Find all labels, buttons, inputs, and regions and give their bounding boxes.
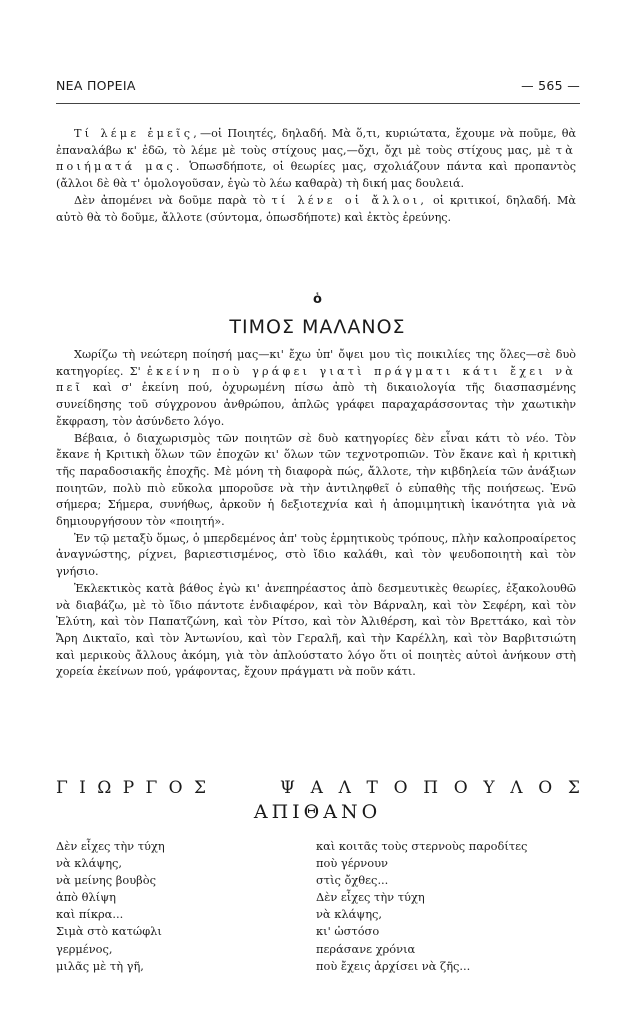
text-run: καὶ σ' ἐκείνη πού, ὀχυρωμένη πίσω ἀπὸ τὴ δικαιολογία τῆς διασπασμένης συνείδησης τοῦ σύγχρονου ἀνθρώπου, ἁπλῶς γράφει παραχαράσσοντας τὴν χαωτικὴν ἔκφραση, τὸν ἀσύνδετο λόγο. [56, 381, 576, 428]
spaced-phrase: ἐκείνη ποὺ γράφει γιατὶ πράγματι κάτι ἔχει νὰ πεῖ [56, 364, 576, 395]
intro-paragraph-1 [56, 126, 576, 193]
malanos-paragraph-2: Βέβαια, ὁ διαχωρισμὸς τῶν ποιητῶν σὲ δυὸ κατηγορίες δὲν εἶναι κάτι τὸ νέο. Τὸν ἔκανε ἡ Κριτικὴ ὅλων τῶν ἐποχῶν κι' ὅλων τῶν τεχνοτροπιῶν. Τὸν ἔκανε καὶ ἡ κριτικὴ τῆς παραδοσιακῆς ἐποχῆς. Μὲ μόνη τὴ διαφορὰ πώς, ἄλλοτε, τὴν κιβδηλεία τῶν ἀνάξιων ποιητῶν, πολὺ πιὸ εὔκολα μποροῦσε νὰ τὴν ἀντιληφθεῖ ὁ εὐπαθὴς τῆς ποιήσεως. Ἐνῶ σήμερα; Σήμερα, συνήθως, ἀρκοῦν ἡ δεξιοτεχνία καὶ ἡ ἀπομιμητικὴ ἱκανότητα γιὰ νὰ δημιουργήσουν τὸν «ποιητή». [56, 431, 576, 529]
poem-line: νὰ κλάψης, [56, 856, 123, 871]
poem-line: ποὺ ἔχεις ἀρχίσει νὰ ζῆς... [316, 958, 471, 973]
author-last-name [280, 778, 580, 798]
text-run: Δὲν ἀπομένει νὰ δοῦμε παρὰ τὸ [74, 193, 266, 207]
section-marker: ὁ [313, 292, 322, 307]
intro-text [56, 126, 576, 226]
letter: Λ [510, 778, 523, 798]
poem-line: καὶ πίκρα... [56, 907, 124, 922]
text-run: οἱ κριτικοί, δηλαδή. Μὰ αὐτὸ θὰ τὸ δοῦμε, ἄλλοτε (σύντομα, ὁπωσδήποτε) καὶ ἐκτὸς ἐρεύνης. [56, 193, 576, 224]
poem-line: γερμένος, [56, 941, 113, 956]
header-rule [56, 103, 580, 104]
malanos-paragraph-3: Ἐν τῷ μεταξὺ ὅμως, ὁ μπερδεμένος ἀπ' τοὺς ἑρμητικοὺς τρόπους, πλὴν καλοπροαίρετος ἀναγνώστης, ρίχνει, βαριεστισμένος, στὸ ἴδιο καλάθι, καὶ τὸν ψευδοποιητὴ καὶ τὸν γνήσιο. [56, 531, 576, 579]
spaced-phrase: τί λένε οἱ ἄλλοι, [271, 193, 428, 207]
poem-title: ΑΠΙΘΑΝΟ [253, 801, 382, 823]
poem-line: Σιμὰ στὸ κατώφλι [56, 924, 162, 939]
poem-line: καὶ κοιτᾶς τοὺς στερνοὺς παροδίτες [316, 839, 528, 853]
poem-line: Δὲν εἶχες τὴν τύχη [316, 890, 425, 905]
letter: Α [310, 778, 323, 798]
poem-line: ἀπὸ θλίψη [56, 890, 116, 905]
malanos-paragraph-1 [56, 347, 576, 431]
letter: Ο [453, 778, 468, 798]
letter: Ο [538, 778, 553, 798]
letter: Ο [168, 778, 183, 798]
letter: Λ [338, 778, 351, 798]
poem-line: νὰ κλάψης, [316, 907, 383, 922]
letter: Π [423, 778, 439, 798]
letter: Ψ [280, 778, 295, 798]
poem-line: στὶς ὄχθες... [316, 873, 389, 888]
letter: Σ [567, 778, 580, 798]
poem-left-column [56, 838, 165, 975]
page-number: — 565 — [521, 78, 580, 93]
letter: Υ [483, 778, 495, 798]
author-name-malanos: ΤΙΜΟΣ ΜΑΛΑΝΟΣ [229, 316, 406, 338]
poem-line: περάσανε χρόνια [316, 941, 416, 956]
author-first-name [56, 778, 206, 798]
letter: Τ [366, 778, 378, 798]
intro-paragraph-2 [56, 193, 576, 226]
malanos-paragraph-4: Ἐκλεκτικὸς κατὰ βάθος ἐγὼ κι' ἀνεπηρέαστος ἀπὸ δεσμευτικὲς θεωρίες, ἐξακολουθῶ νὰ διαβάζω, μὲ τὸ ἴδιο πάντοτε ἐνδιαφέρον, καὶ τὸν Βάρναλη, καὶ τὸν Σεφέρη, καὶ τὸν Ἐλύτη, καὶ τὸν Παπατζώνη, καὶ τὸν Ρίτσο, καὶ τὸν Ἀλιθέρση, καὶ τὸν Βρεττάκο, καὶ τὸν Ἄρη Δικταῖο, καὶ τὸν Ἀντωνίου, καὶ τὸν Γεραλῆ, καὶ τὴν Καρέλλη, καὶ τὸν Βαρβιτσιώτη καὶ μερικοὺς ἄλλους ἀκόμη, γιὰ τὸν ἁπλούστατο λόγο ὅτι οἱ ποιητὲς αὐτοὶ ἀνήκουν στὴ χορεία ἐκείνων πού, γράφοντας, ἔχουν πράγματι νὰ ποῦν κάτι. [56, 581, 576, 679]
letter: Γ [56, 778, 68, 798]
spaced-phrase: Τί λέμε ἐμεῖς, [74, 127, 200, 140]
letter: Ρ [122, 778, 135, 798]
text-run: Ὁπωσδήποτε, οἱ θεωρίες μας, σχολιάζουν πάντα καὶ προπαντὸς (ἄλλοι δὲ θὰ τ' ὁμολογοῦσαν, ἐγὼ τὸ λέω καθαρὰ) τὴ δική μας δουλειά. [56, 160, 576, 191]
text-run: Χωρίζω τὴ νεώτερη ποίησή μας—κι' ἔχω ὑπ' ὄψει μου τὶς ποικιλίες της ὅλες—σὲ δυὸ κατηγορίες. Σ' [56, 348, 576, 378]
text-run: —οἱ Ποιητές, δηλαδή. Μὰ ὅ,τι, κυριώτατα, ἔχουμε νὰ ποῦμε, θὰ ἐπαναλάβω κ' ἐδῶ, τὸ λέμε μὲ τοὺς στίχους μας,—ὄχι, ὄχι μὲ τοὺς στίχους μας, μὲ [56, 127, 576, 157]
malanos-text [56, 347, 576, 681]
letter: Γ [145, 778, 158, 798]
poem-line: ποὺ γέρνουν [316, 856, 388, 871]
letter: Ο [393, 778, 408, 798]
author-name-psaltopoulos [56, 778, 580, 798]
poem-line: μιλᾶς μὲ τὴ γῆ, [56, 958, 144, 973]
poem-line: Δὲν εἶχες τὴν τύχη [56, 839, 165, 853]
poem-right-column [316, 838, 527, 975]
letter: Σ [193, 778, 206, 798]
spaced-phrase: τὰ ποιήματά μας. [56, 143, 576, 174]
poem-line: νὰ μείνης βουβὸς [56, 873, 156, 888]
letter: Ι [79, 778, 86, 798]
poem-line: κι' ὡστόσο [316, 924, 380, 939]
letter: Ω [97, 778, 112, 798]
journal-title: ΝΕΑ ΠΟΡΕΙΑ [56, 78, 136, 93]
